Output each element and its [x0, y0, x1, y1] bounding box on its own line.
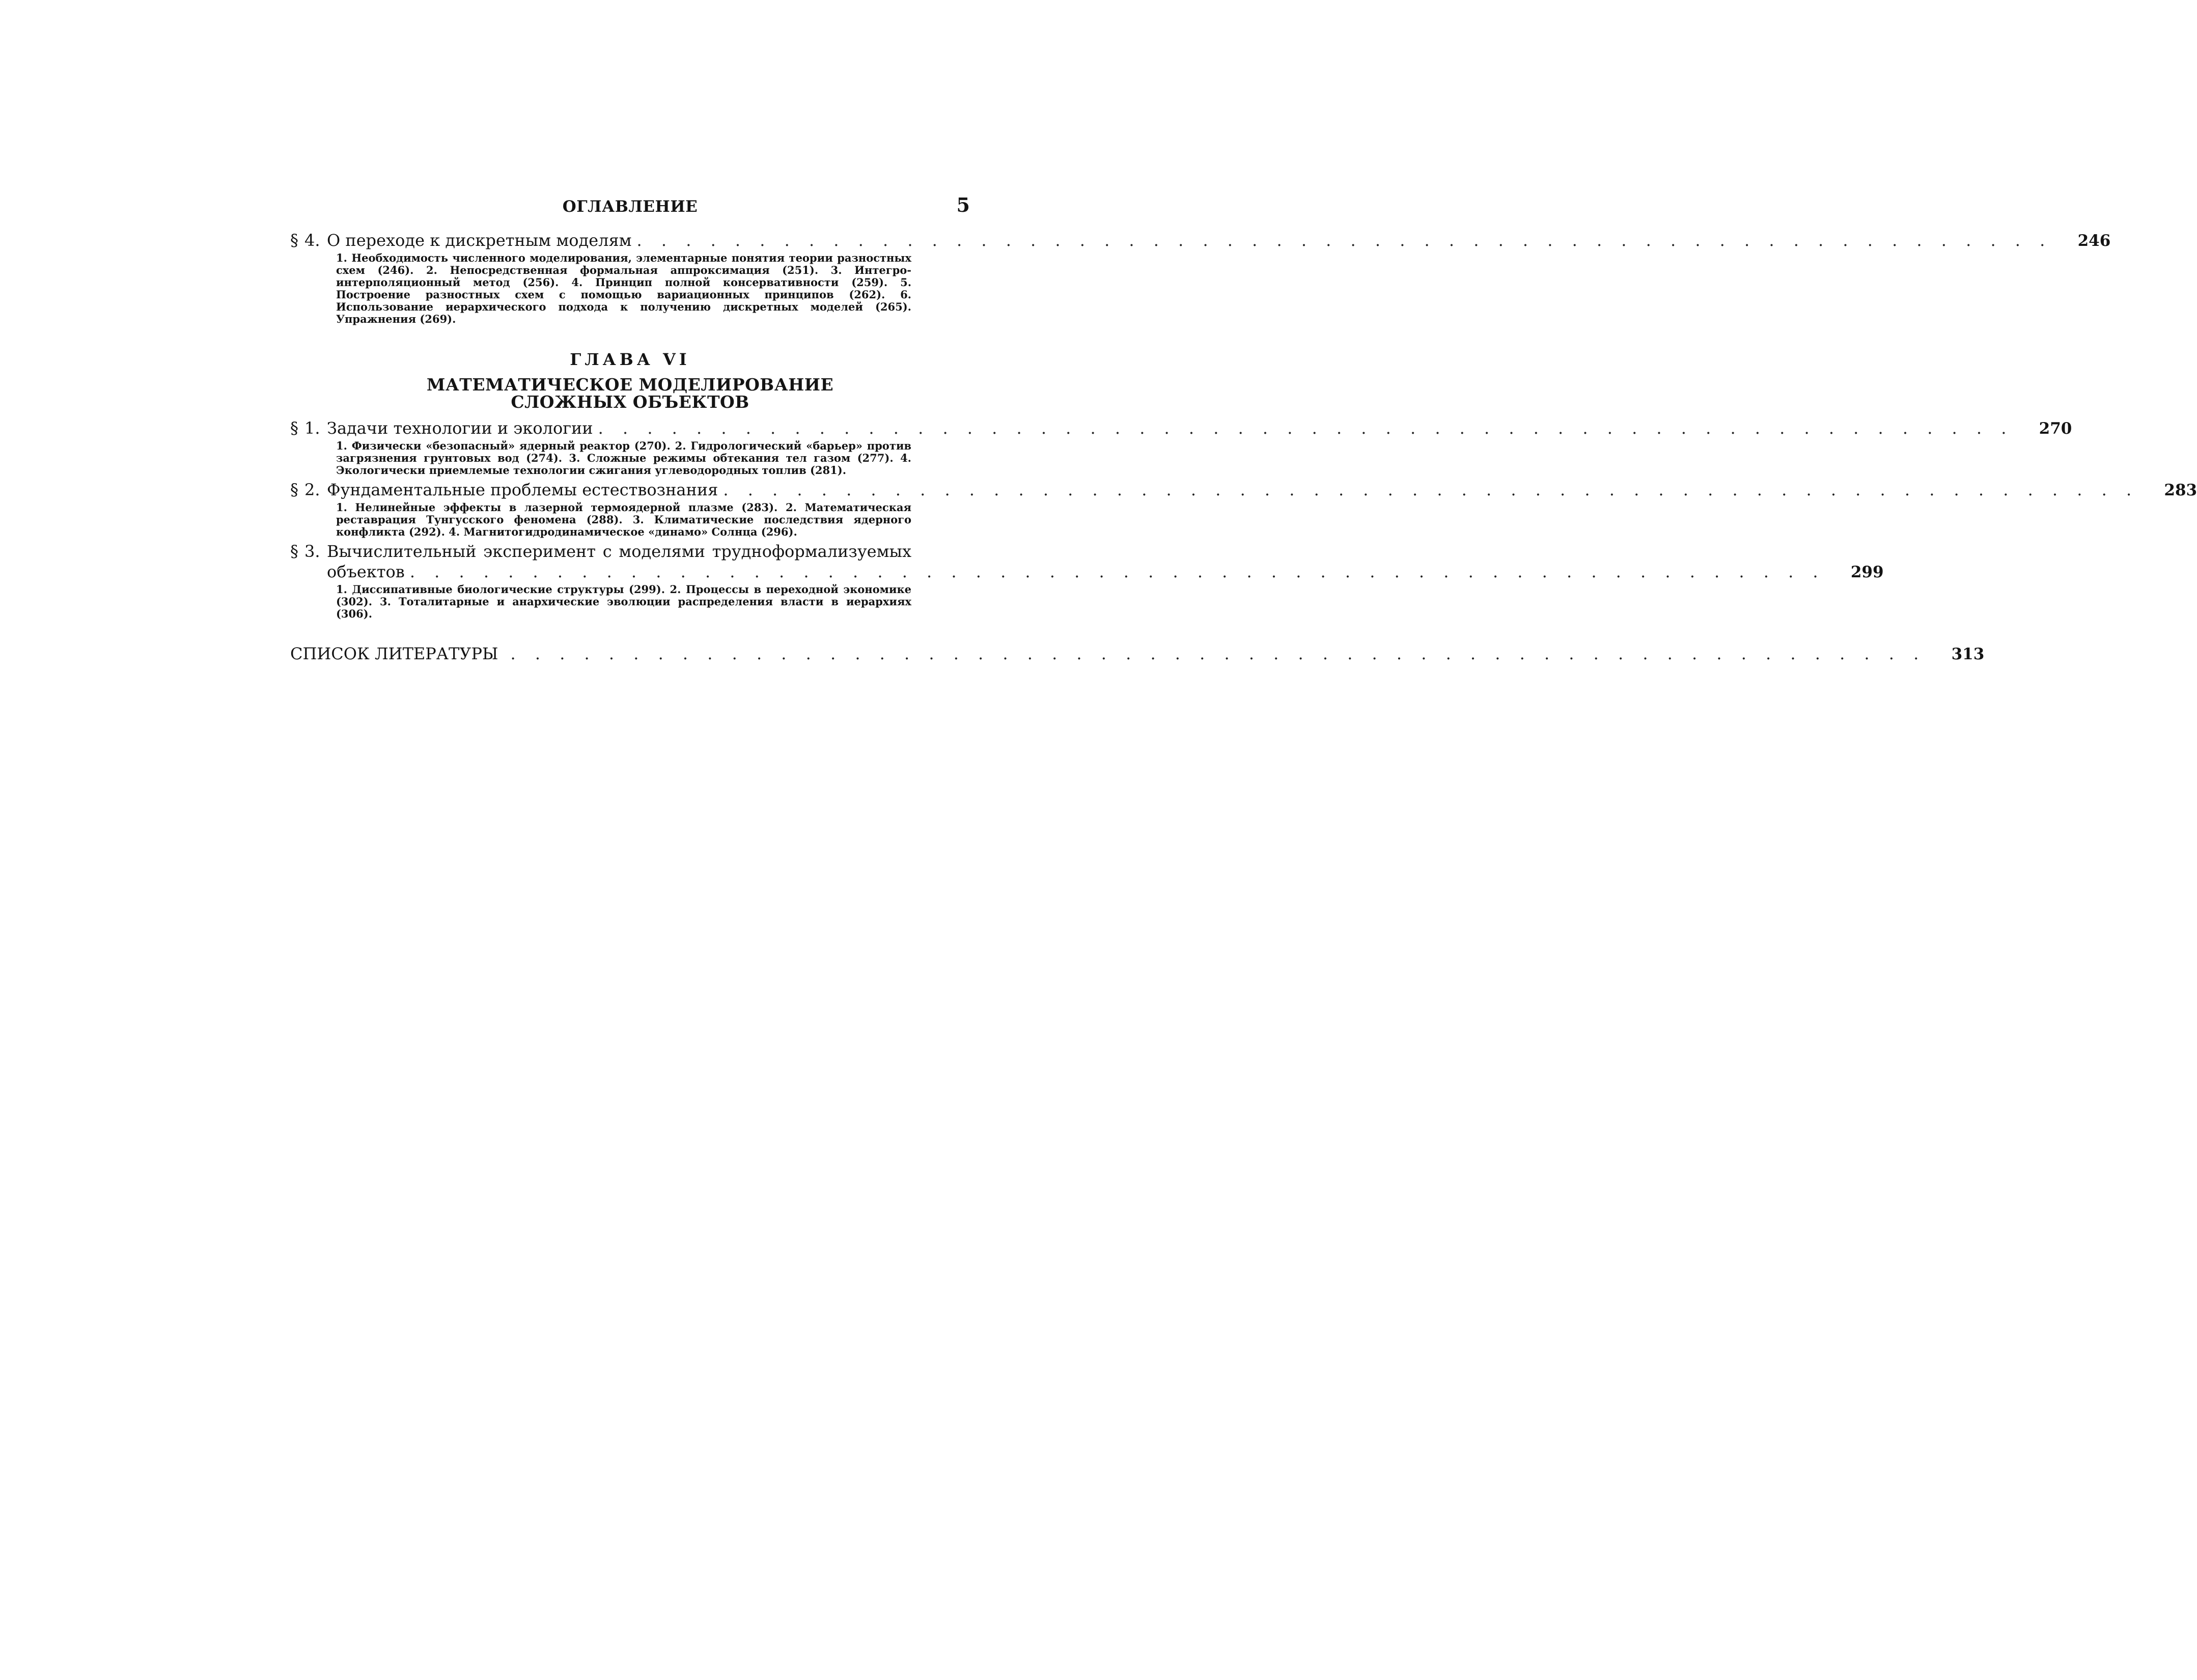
section-number: 1.: [304, 418, 320, 438]
section-page: 283: [2164, 481, 2197, 499]
dot-leader: . . . . . . . . . . . . . . . . . . . . . . . . . . . . . . . . . . . . . . . . . . . . . . . . . . . . . . . . . .: [598, 418, 2014, 438]
section-mark: §: [290, 542, 298, 561]
page-number: 5: [956, 193, 970, 216]
dot-leader: . . . . . . . . . . . . . . . . . . . . . . . . . . . . . . . . . . . . . . . . . . . . . . . . . . . . . . . . . .: [510, 644, 1926, 663]
section-subtopics: 1. Необходимость численного моделирования, элементарные понятия теории разностных схем (246). 2. Непосредственная формальная аппроксимация (251). 3. Интегро-интерполяционный метод (256). 4. Принцип полной консервативности (259). 5. Построение разностных схем с помощью вариационных принципов (262). 6. Использование иерархического подхода к получению дискретных моделей (265). Упражнения (269).: [336, 251, 911, 325]
toc-entry-section-3: [290, 541, 1884, 620]
toc-entry-section-4: [290, 230, 2111, 325]
dot-leader: . . . . . . . . . . . . . . . . . . . . . . . . . . . . . . . . . . . . . . . . . . . . . . . . . . . . . . . . . .: [723, 480, 2139, 499]
section-page: 270: [2039, 419, 2072, 438]
section-mark: §: [290, 480, 298, 499]
toc-entry-section-1: [290, 418, 2072, 477]
bibliography-title: СПИСОК ЛИТЕРАТУРЫ: [290, 644, 498, 663]
toc-page: [290, 193, 2197, 664]
dot-leader: . . . . . . . . . . . . . . . . . . . . . . . . . . . . . . . . . . . . . . . . . . . . . . . . . . . . . . . . . .: [409, 562, 1825, 581]
section-title: Фундаментальные проблемы естествознания: [327, 480, 718, 499]
section-page: 299: [1850, 563, 1884, 581]
section-title: Задачи технологии и экологии: [327, 418, 593, 438]
section-number: 4.: [304, 231, 320, 250]
dot-leader: . . . . . . . . . . . . . . . . . . . . . . . . . . . . . . . . . . . . . . . . . . . . . . . . . . . . . . . . . .: [636, 231, 2052, 250]
section-title-line-2: объектов: [327, 562, 405, 581]
section-mark: §: [290, 231, 298, 250]
section-title: О переходе к дискретным моделям: [327, 231, 632, 250]
section-subtopics: 1. Диссипативные биологические структуры (299). 2. Процессы в переходной экономике (302). 3. Тоталитарные и анархические эволюции распределения власти в иерархиях (306).: [336, 583, 911, 620]
chapter-label: ГЛАВА VI: [570, 350, 690, 369]
section-subtopics: 1. Физически «безопасный» ядерный реактор (270). 2. Гидрологический «барьер» против загрязнения грунтовых вод (274). 3. Сложные режимы обтекания тел газом (277). 4. Экологически приемлемые технологии сжигания углеводородных топлив (281).: [336, 439, 911, 477]
running-title: ОГЛАВЛЕНИЕ: [562, 198, 698, 216]
chapter-heading: [290, 349, 970, 411]
section-number: 3.: [304, 542, 320, 561]
running-head: [290, 193, 970, 224]
section-title-line-1: Вычислительный эксперимент с моделями трудноформализуемых: [327, 542, 911, 561]
section-subtopics: 1. Нелинейные эффекты в лазерной термоядерной плазме (283). 2. Математическая реставрация Тунгусского феномена (288). 3. Климатические последствия ядерного конфликта (292). 4. Магнитогидродинамическое «динамо» Солнца (296).: [336, 501, 911, 538]
chapter-title-line-2: СЛОЖНЫХ ОБЪЕКТОВ: [511, 392, 749, 412]
section-number: 2.: [304, 480, 320, 499]
bibliography-page: 313: [1951, 645, 1985, 663]
toc-entry-bibliography: [290, 643, 1985, 664]
section-mark: §: [290, 418, 298, 438]
toc-entry-section-2: [290, 480, 2197, 538]
section-page: 246: [2077, 232, 2111, 250]
chapter-title-line-1: МАТЕМАТИЧЕСКОЕ МОДЕЛИРОВАНИЕ: [426, 375, 834, 395]
